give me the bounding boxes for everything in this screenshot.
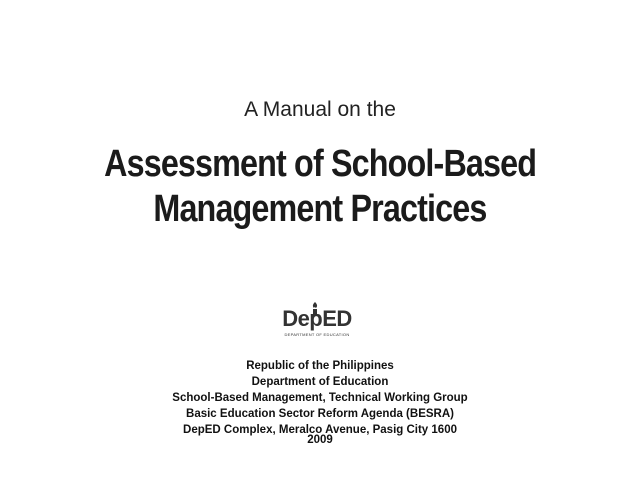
publisher-line-2: Department of Education (251, 376, 389, 388)
page-title (0, 142, 640, 232)
title-line-2: Management Practices (153, 188, 487, 230)
publisher-line-4: Basic Education Sector Reform Agenda (BESRA) (186, 408, 454, 420)
title-line-1: Assessment of School-Based (103, 143, 537, 185)
publisher-info (0, 358, 640, 438)
logo-caption: DEPARTMENT OF EDUCATION (284, 332, 350, 337)
logo-wordmark: DepED (282, 306, 352, 331)
manual-subtitle: A Manual on the (244, 98, 396, 121)
publisher-line-1: Republic of the Philippines (246, 360, 394, 372)
publisher-line-3: School-Based Management, Technical Working Group (172, 392, 468, 404)
publisher-line-5: DepED Complex, Meralco Avenue, Pasig City 1600 (183, 424, 457, 436)
deped-logo (281, 303, 353, 341)
publication-year: 2009 (307, 434, 333, 446)
